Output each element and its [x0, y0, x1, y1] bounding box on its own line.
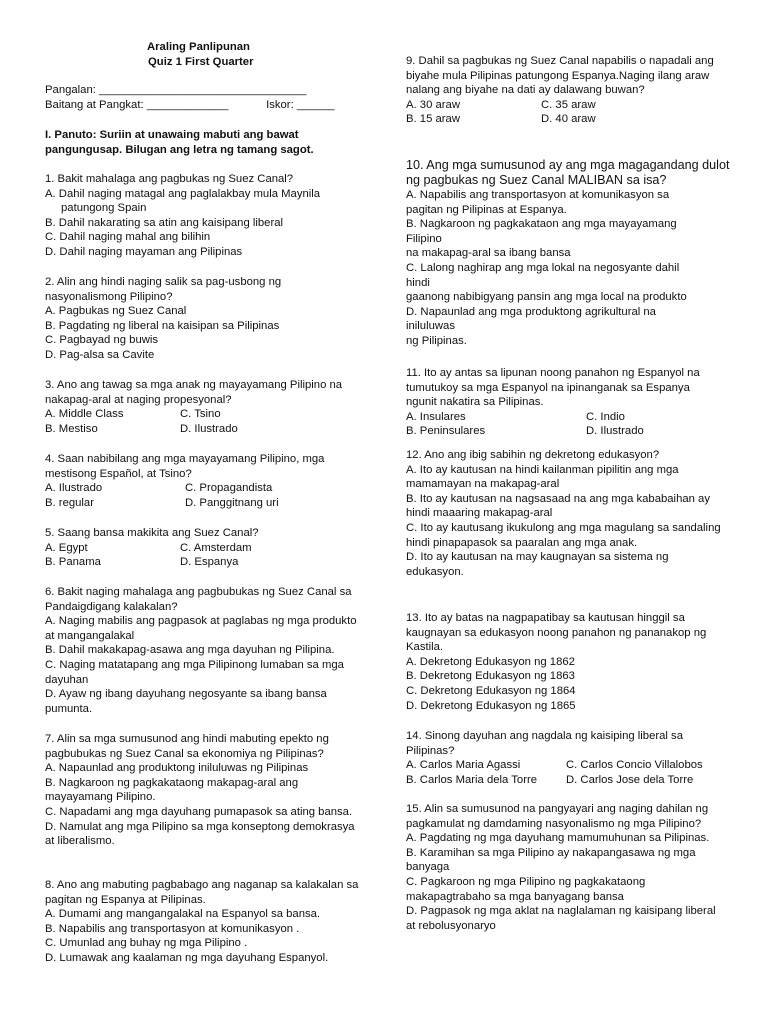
- question-9: [406, 54, 726, 127]
- option-c[interactable]: C. Indio: [586, 410, 625, 423]
- quiz-title: Quiz 1 First Quarter: [148, 56, 254, 68]
- option-b[interactable]: B. Panama: [45, 556, 101, 569]
- option-a[interactable]: A. Dahil naging matagal ang paglalakbay mula Maynila: [45, 187, 321, 200]
- option-a[interactable]: A. Carlos Maria Agassi: [406, 759, 521, 772]
- question-text: 8. Ano ang mabuting pagbabago ang naganap sa kalakalan sa pagitan ng Espanya at Pilipinas.: [45, 879, 359, 906]
- option-c[interactable]: C. Napadami ang mga dayuhang pumapasok sa ating bansa.: [45, 805, 353, 818]
- option-d[interactable]: D. Pagpasok ng mga aklat na naglalaman ng kaisipang liberal at rebolusyonaryo: [406, 905, 716, 932]
- option-b-continued[interactable]: na makapag-aral sa ibang bansa: [406, 247, 571, 260]
- option-d[interactable]: D. Ilustrado: [586, 425, 644, 438]
- option-d[interactable]: D. 40 araw: [541, 113, 596, 126]
- option-d[interactable]: D. Napaunlad ang mga produktong agrikultural na iniluluwas: [406, 305, 656, 333]
- question-15: [406, 802, 726, 933]
- subject-title: Araling Panlipunan: [147, 41, 250, 53]
- options-grid: [406, 98, 726, 127]
- options-grid: [45, 541, 370, 570]
- option-d-continued[interactable]: ng Pilipinas.: [406, 334, 467, 347]
- student-info: [45, 83, 375, 113]
- option-a[interactable]: A. 30 araw: [406, 98, 461, 111]
- option-d[interactable]: D. Ilustrado: [180, 422, 238, 435]
- option-a[interactable]: A. Pagbukas ng Suez Canal: [45, 305, 187, 318]
- option-d[interactable]: D. Ayaw ng ibang dayuhang negosyante sa ibang bansa pumunta.: [45, 688, 327, 715]
- option-c-continued[interactable]: gaanong nabibigyang pansin ang mga local na produkto: [406, 291, 687, 304]
- question-3: [45, 378, 365, 436]
- option-c[interactable]: C. Propagandista: [185, 482, 273, 495]
- option-a[interactable]: A. Napabilis ang transportasyon at komunikasyon sa pagitan ng Pilipinas at Espanya.: [406, 189, 670, 216]
- option-c[interactable]: C. Lalong naghirap ang mga lokal na negosyante dahil hindi: [406, 261, 680, 289]
- question-5: [45, 526, 370, 570]
- option-b[interactable]: B. regular: [45, 496, 94, 509]
- option-a-continued[interactable]: patungong Spain: [61, 202, 147, 215]
- option-b[interactable]: B. Dekretong Edukasyon ng 1863: [406, 670, 575, 683]
- option-d[interactable]: D. Ito ay kautusan na may kaugnayan sa sistema ng edukasyon.: [406, 551, 669, 578]
- grade-section-score-field[interactable]: Baitang at Pangkat: _____________ Iskor: ______: [45, 99, 335, 111]
- option-c[interactable]: C. Tsino: [180, 408, 221, 421]
- question-text: 6. Bakit naging mahalaga ang pagbubukas ng Suez Canal sa Pandaigdigang kalakalan?: [45, 586, 352, 613]
- option-c-continued[interactable]: hindi pinapapasok sa paaralan ang mga anak.: [406, 536, 638, 549]
- option-a[interactable]: A. Naging mabilis ang pagpasok at paglabas ng mga produkto at mangangalakal: [45, 615, 357, 642]
- option-c[interactable]: C. 35 araw: [541, 98, 596, 111]
- options-grid: [406, 410, 716, 439]
- option-a[interactable]: A. Ilustrado: [45, 482, 103, 495]
- options-grid: [406, 758, 726, 787]
- question-7: [45, 732, 365, 849]
- question-12: [406, 448, 721, 579]
- option-c[interactable]: C. Naging matatapang ang mga Pilipinong lumaban sa mga dayuhan: [45, 658, 344, 686]
- question-text: 3. Ano ang tawag sa mga anak ng mayayamang Pilipino na nakapag-aral at naging propesyonal?: [45, 379, 343, 406]
- option-c[interactable]: C. Dekretong Edukasyon ng 1864: [406, 684, 576, 697]
- option-b[interactable]: B. Ito ay kautusan na nagsasaad na ang mga kababaihan ay hindi maaaring makapag-aral: [406, 492, 710, 520]
- option-d[interactable]: D. Pag-alsa sa Cavite: [45, 348, 155, 361]
- question-14: [406, 729, 726, 787]
- question-2: [45, 275, 330, 363]
- option-a[interactable]: A. Ito ay kautusan na hindi kailanman pipilitin ang mga mamamayan na makapag-aral: [406, 463, 679, 491]
- option-d[interactable]: D. Carlos Jose dela Torre: [566, 773, 694, 786]
- option-a[interactable]: A. Dumami ang mangangalakal na Espanyol sa bansa.: [45, 908, 321, 921]
- directions: I. Panuto: Suriin at unawaing mabuti ang bawat pangungusap. Bilugan ang letra ng tamang sagot.: [45, 129, 314, 156]
- option-c[interactable]: C. Dahil naging mahal ang bilihin: [45, 231, 211, 244]
- question-text: 10. Ang mga sumusunod ay ang mga magagandang dulot ng pagbukas ng Suez Canal MALIBAN sa isa?: [406, 158, 730, 187]
- option-a[interactable]: A. Dekretong Edukasyon ng 1862: [406, 655, 575, 668]
- option-b[interactable]: B. 15 araw: [406, 113, 461, 126]
- option-b[interactable]: B. Mestiso: [45, 422, 98, 435]
- option-d[interactable]: D. Dekretong Edukasyon ng 1865: [406, 699, 576, 712]
- option-c[interactable]: C. Amsterdam: [180, 541, 252, 554]
- option-a[interactable]: A. Egypt: [45, 541, 88, 554]
- options-grid: [45, 481, 370, 510]
- question-4: [45, 452, 370, 510]
- option-b[interactable]: B. Napabilis ang transportasyon at komunikasyon .: [45, 922, 300, 935]
- question-13: [406, 611, 726, 713]
- option-c[interactable]: C. Carlos Concio Villalobos: [566, 759, 703, 772]
- question-text: 11. Ito ay antas sa lipunan noong panahon ng Espanyol na tumutukoy sa mga Espanyol na ipinanganak sa Espanya ngunit nakatira sa Pilipinas.: [406, 367, 700, 409]
- option-b[interactable]: B. Carlos Maria dela Torre: [406, 773, 538, 786]
- question-text: 2. Alin ang hindi naging salik sa pag-usbong ng nasyonalismong Pilipino?: [45, 276, 282, 303]
- option-b[interactable]: B. Karamihan sa mga Pilipino ay nakapangasawa ng mga banyaga: [406, 846, 696, 874]
- question-text: 12. Ano ang ibig sabihin ng dekretong edukasyon?: [406, 449, 660, 461]
- option-d[interactable]: D. Panggitnang uri: [185, 496, 279, 509]
- question-text: 9. Dahil sa pagbukas ng Suez Canal napabilis o napadali ang biyahe mula Pilipinas patungong Espanya.Naging ilang araw nalang ang biyahe na dati ay dalawang buwan?: [406, 55, 714, 97]
- question-1: [45, 172, 370, 260]
- quiz-title-block: [147, 40, 347, 70]
- option-c[interactable]: C. Ito ay kautusang ikukulong ang mga magulang sa sandaling: [406, 521, 721, 534]
- question-8: [45, 878, 370, 966]
- question-11: [406, 366, 716, 439]
- option-d[interactable]: D. Namulat ang mga Pilipino sa mga konseptong demokrasya at liberalismo.: [45, 820, 355, 848]
- question-text: 14. Sinong dayuhan ang nagdala ng kaisiping liberal sa Pilipinas?: [406, 730, 683, 757]
- option-c[interactable]: C. Umunlad ang buhay ng mga Pilipino .: [45, 937, 248, 950]
- question-text: 5. Saang bansa makikita ang Suez Canal?: [45, 527, 259, 539]
- option-b[interactable]: B. Nagkaroon ng pagkakataong makapag-aral ang mayayamang Pilipino.: [45, 776, 299, 804]
- options-grid: [45, 407, 365, 436]
- question-6: [45, 585, 365, 716]
- question-text: 1. Bakit mahalaga ang pagbukas ng Suez Canal?: [45, 173, 294, 185]
- option-b[interactable]: B. Pagdating ng liberal na kaisipan sa Pilipinas: [45, 319, 280, 332]
- option-b[interactable]: B. Dahil makakapag-asawa ang mga dayuhan ng Pilipina.: [45, 644, 335, 657]
- question-10: [406, 158, 736, 349]
- option-b[interactable]: B. Dahil nakarating sa atin ang kaisipang liberal: [45, 216, 284, 229]
- question-text: 7. Alin sa mga sumusunod ang hindi mabuting epekto ng pagbubukas ng Suez Canal sa ekonomiya ng Pilipinas?: [45, 733, 329, 760]
- option-b[interactable]: B. Peninsulares: [406, 425, 486, 438]
- option-d[interactable]: D. Dahil naging mayaman ang Pilipinas: [45, 245, 243, 258]
- name-field[interactable]: Pangalan: _________________________________: [45, 84, 307, 96]
- question-text: 13. Ito ay batas na nagpapatibay sa kautusan hinggil sa kaugnayan sa edukasyon noong panahon ng pananakop ng Kastila.: [406, 612, 707, 654]
- option-c[interactable]: C. Pagkaroon ng mga Pilipino ng pagkakataong makapagtrabaho sa mga banyagang bansa: [406, 875, 646, 903]
- option-a[interactable]: A. Middle Class: [45, 408, 124, 421]
- option-d[interactable]: D. Lumawak ang kaalaman ng mga dayuhang Espanyol.: [45, 951, 329, 964]
- option-c[interactable]: C. Pagbayad ng buwis: [45, 334, 159, 347]
- option-a[interactable]: A. Napaunlad ang produktong iniluluwas ng Pilipinas: [45, 762, 309, 775]
- question-text: 15. Alin sa sumusunod na pangyayari ang naging dahilan ng pagkamulat ng damdaming nasyonalismo ng mga Pilipino?: [406, 803, 709, 830]
- option-a[interactable]: A. Insulares: [406, 410, 466, 423]
- option-d[interactable]: D. Espanya: [180, 556, 239, 569]
- question-text: 4. Saan nabibilang ang mga mayayamang Pilipino, mga mestisong Español, at Tsino?: [45, 453, 325, 480]
- option-b[interactable]: B. Nagkaroon ng pagkakataon ang mga mayayamang Filipino: [406, 218, 677, 245]
- option-a[interactable]: A. Pagdating ng mga dayuhang mamumuhunan sa Pilipinas.: [406, 832, 710, 845]
